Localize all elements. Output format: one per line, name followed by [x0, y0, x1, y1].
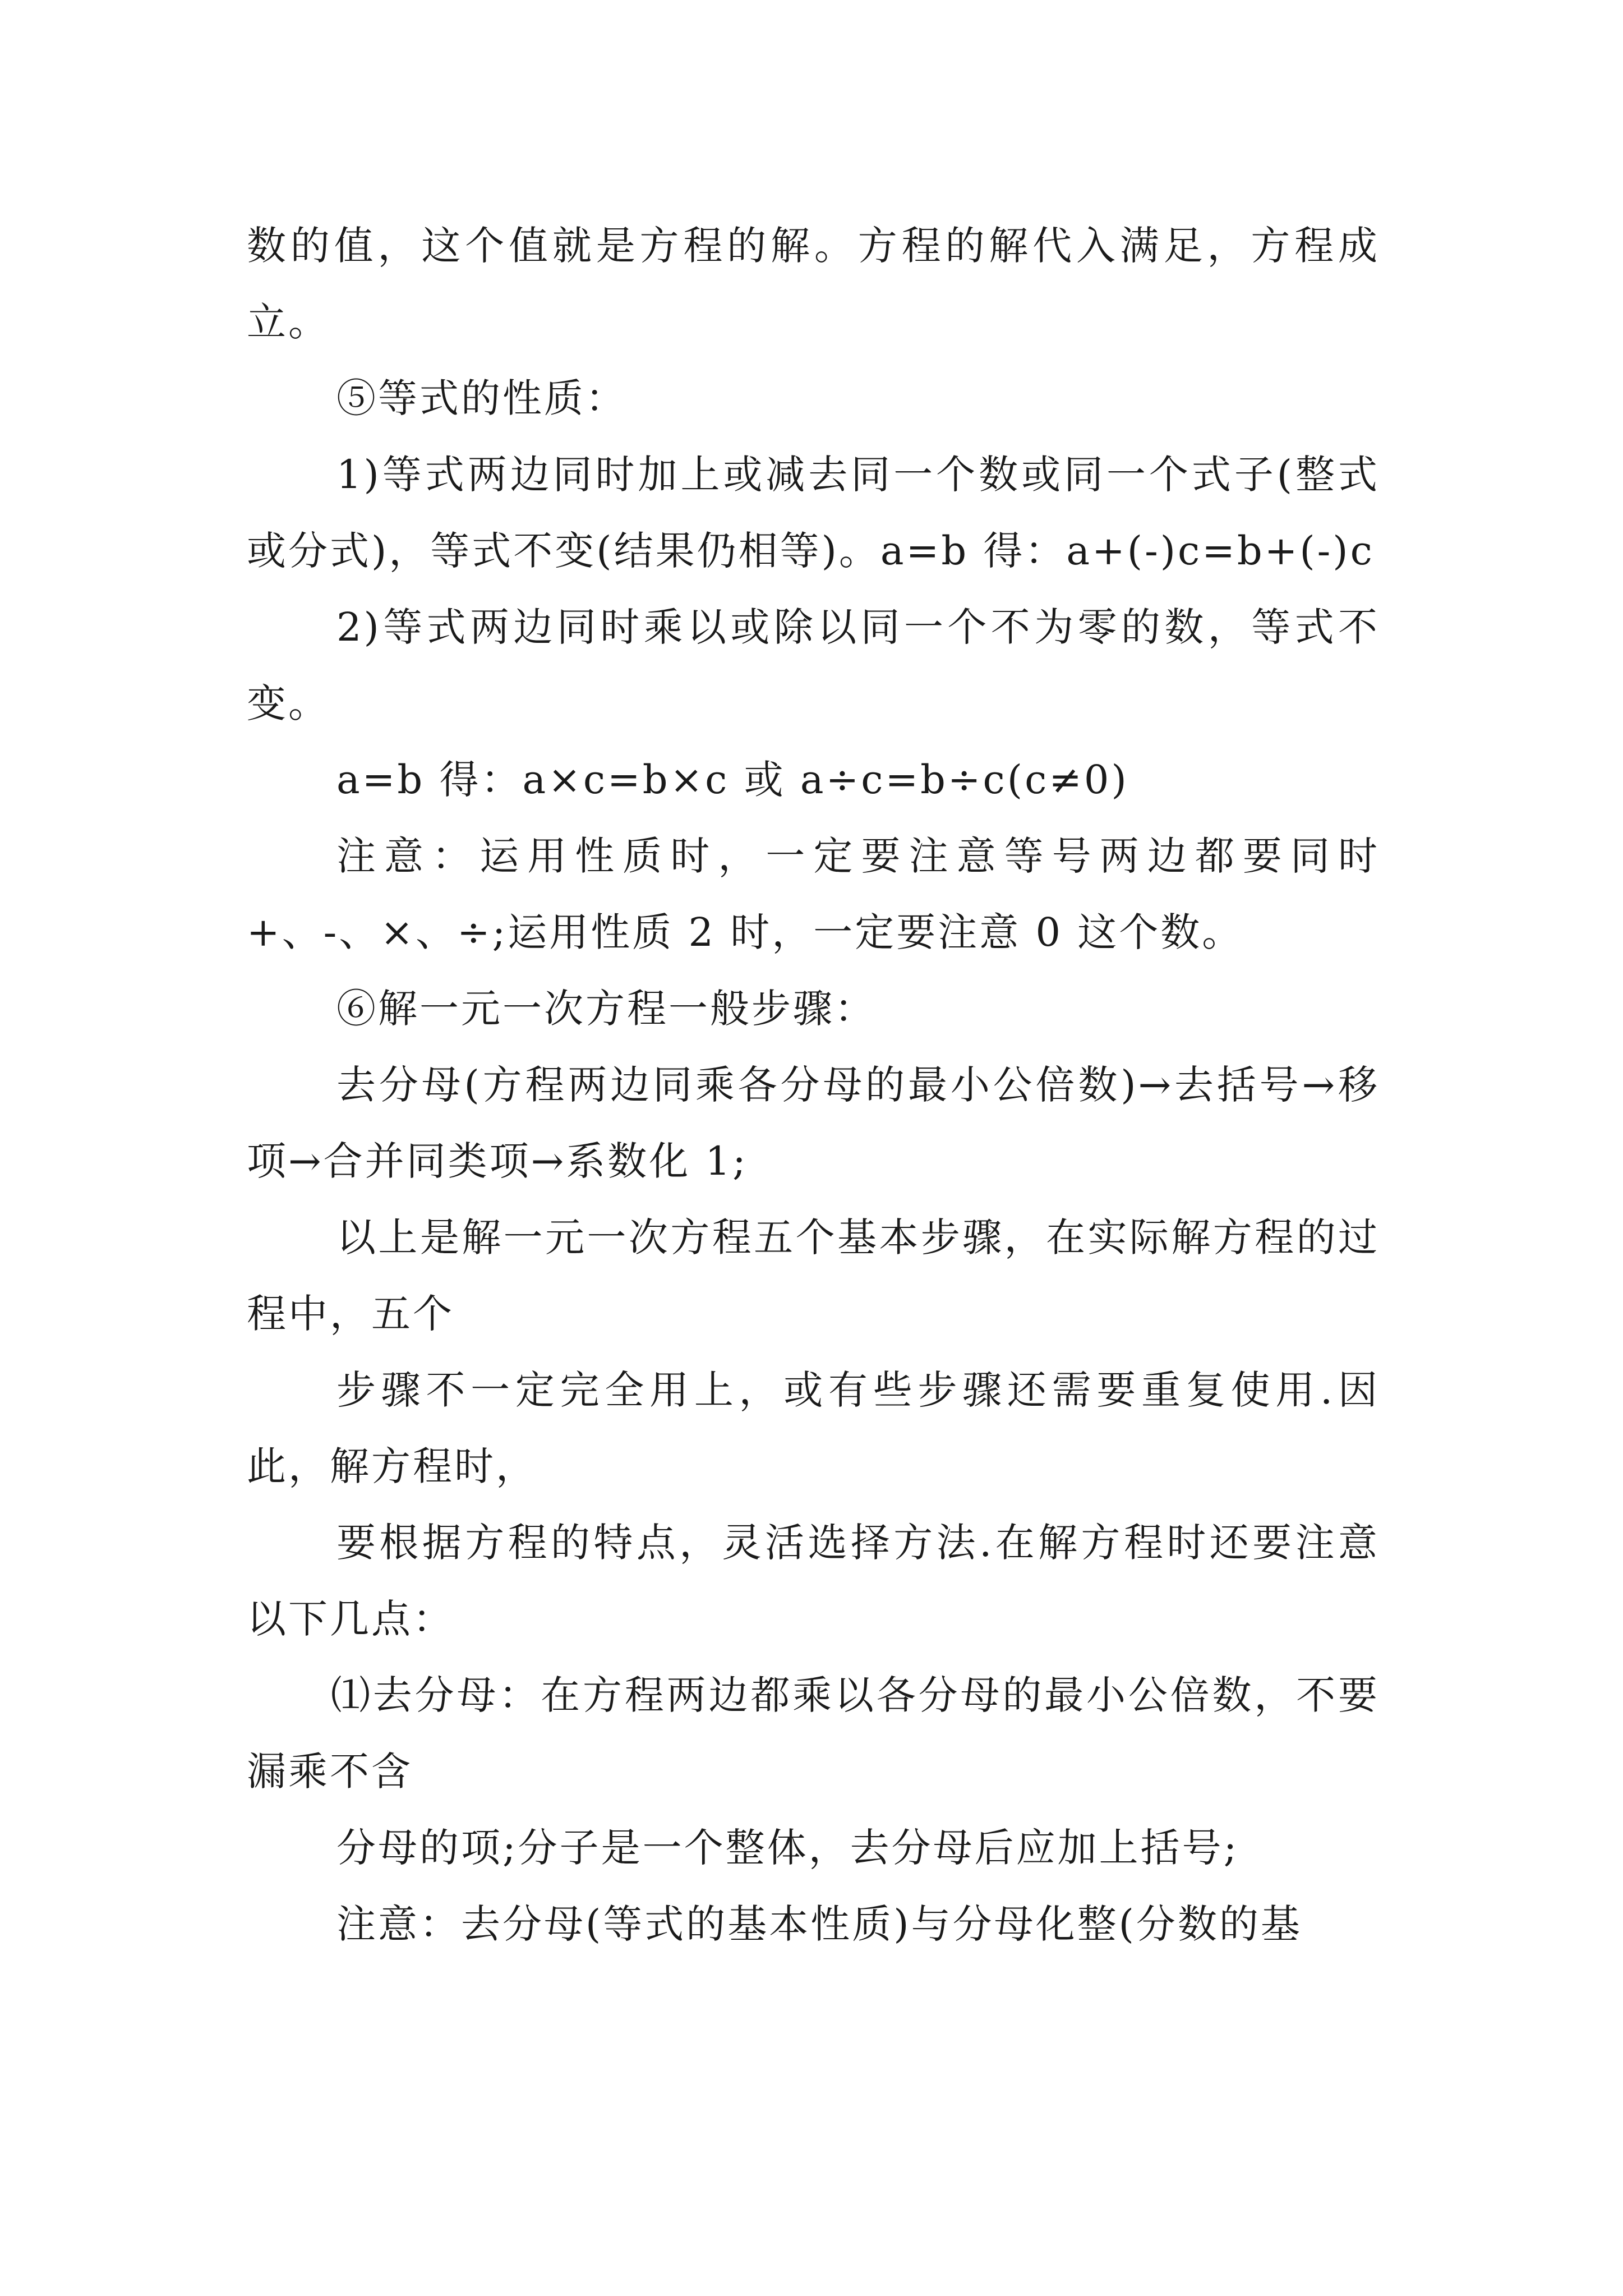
paragraph-remove-denominator: ⑴去分母：在方程两边都乘以各分母的最小公倍数，不要漏乘不含	[247, 1672, 1380, 1795]
paragraph-property-2-formula: a=b 得：a×c=b×c 或 a÷c=b÷c(c≠0)	[336, 757, 1129, 803]
paragraph-steps-sequence: 去分母(方程两边同乘各分母的最小公倍数)→去括号→移项→合并同类项→系数化 1;	[247, 1062, 1380, 1184]
paragraph-steps-flexibility: 步骤不一定完全用上，或有些步骤还需要重复使用.因此，解方程时，	[247, 1367, 1380, 1489]
paragraph-numerator-note: 分母的项;分子是一个整体，去分母后应加上括号;	[336, 1825, 1239, 1871]
paragraph-note-denominator: 注意：去分母(等式的基本性质)与分母化整(分数的基	[336, 1901, 1302, 1947]
paragraph-note-properties: 注意：运用性质时，一定要注意等号两边都要同时+、-、×、÷;运用性质 2 时，一定要注意 0 这个数。	[247, 833, 1380, 955]
document-body	[247, 208, 1380, 1962]
paragraph-steps-summary: 以上是解一元一次方程五个基本步骤，在实际解方程的过程中，五个	[247, 1214, 1380, 1337]
heading-solving-steps: ⑥解一元一次方程一般步骤：	[336, 986, 876, 1032]
paragraph-property-2: 2)等式两边同时乘以或除以同一个不为零的数，等式不变。	[247, 604, 1380, 726]
paragraph-choose-method: 要根据方程的特点，灵活选择方法.在解方程时还要注意以下几点：	[247, 1520, 1380, 1642]
paragraph-property-1: 1)等式两边同时加上或减去同一个数或同一个式子(整式或分式)，等式不变(结果仍相等)。a=b 得：a+(-)c=b+(-)c	[247, 452, 1380, 574]
paragraph-solution-value: 数的值，这个值就是方程的解。方程的解代入满足，方程成立。	[247, 223, 1380, 345]
heading-equality-properties: ⑤等式的性质：	[336, 375, 627, 421]
